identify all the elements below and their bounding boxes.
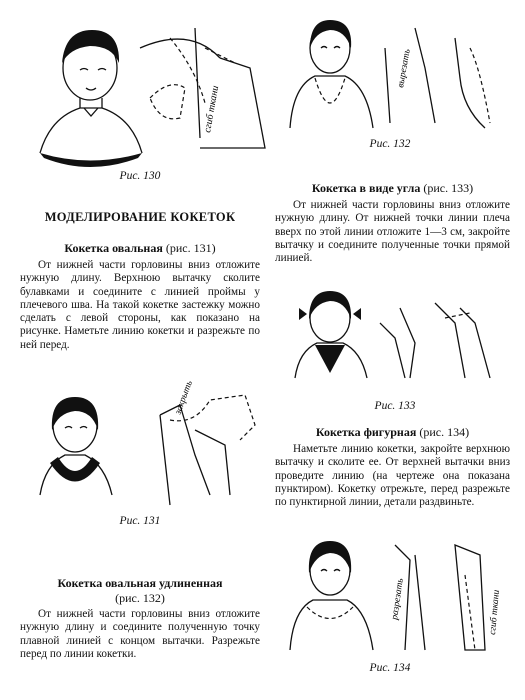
figure-130 [20,8,270,168]
oval-heading [20,241,260,256]
oval-long-name: Кокетка овальная удлиненная [57,576,223,590]
oval-text: От нижней части горловины вниз отложите нужную длину. Верхнюю вытачку сколите булавками и соедините с линией проймы у плечевого шва. На такой кокетке застежку можно сделать с левой стороны, как показано на рисунке. Наметьте линию кокетки и разрежьте по ней перед. [20,259,260,351]
oval-ref: (рис. 131) [165,241,216,255]
oval-long-heading [20,576,260,606]
fig131-caption: Рис. 131 [119,515,161,527]
figure-131-illustration [20,379,265,505]
oval-long-text: От нижней части горловины вниз отложите нужную длину и соедините полученную точку плавной линией с концом вытачки. Разрежьте перед по линии кокетки. [20,608,260,660]
page-title: МОДЕЛИРОВАНИЕ КОКЕТОК [44,210,236,224]
fig134-caption: Рис. 134 [369,662,411,674]
fig132-caption: Рис. 132 [369,138,411,150]
fig130-caption: Рис. 130 [119,170,161,182]
angle-ref: (рис. 133) [423,181,474,195]
fig131-close-label: закрыть [173,379,195,417]
figured-name: Кокетка фигурная [315,425,417,439]
oval-name: Кокетка овальная [64,241,163,255]
angle-text: От нижней части горловины вниз отложите нужную длину. От нижней точки линии плеча вверх по этой линии отложите 1—3 см, закройте вытачку и соедините полученные точки прямой линией. [275,199,510,265]
figure-132-illustration [285,8,510,133]
figured-text: Наметьте линию кокетки, закройте верхнюю вытачку и сколите ее. От верхней вытачки вниз проведите линию (на чертеже она показана пунктиром). Кокетку отрежьте, перед разрежьте по пунктирной линии, детали раздвиньте. [275,443,510,509]
fig130-fold-label: сгиб ткани [202,84,222,134]
fig133-caption: Рис. 133 [374,400,416,412]
figured-ref: (рис. 134) [419,425,470,439]
fig132-cut-label: вырезать [396,48,413,89]
angle-name: Кокетка в виде угла [311,181,421,195]
figured-heading [275,425,510,440]
figure-131 [20,379,265,505]
fig134-cut-label: разрезать [390,577,406,621]
fig134-fold-label: сгиб ткани [488,589,502,636]
figure-132 [285,8,510,133]
figure-133 [285,283,510,383]
figure-134-illustration [285,535,510,655]
figure-133-illustration [285,283,510,383]
figure-130-illustration [20,8,270,168]
figure-134 [285,535,510,655]
angle-heading [275,181,510,196]
oval-long-ref: (рис. 132) [115,591,165,605]
